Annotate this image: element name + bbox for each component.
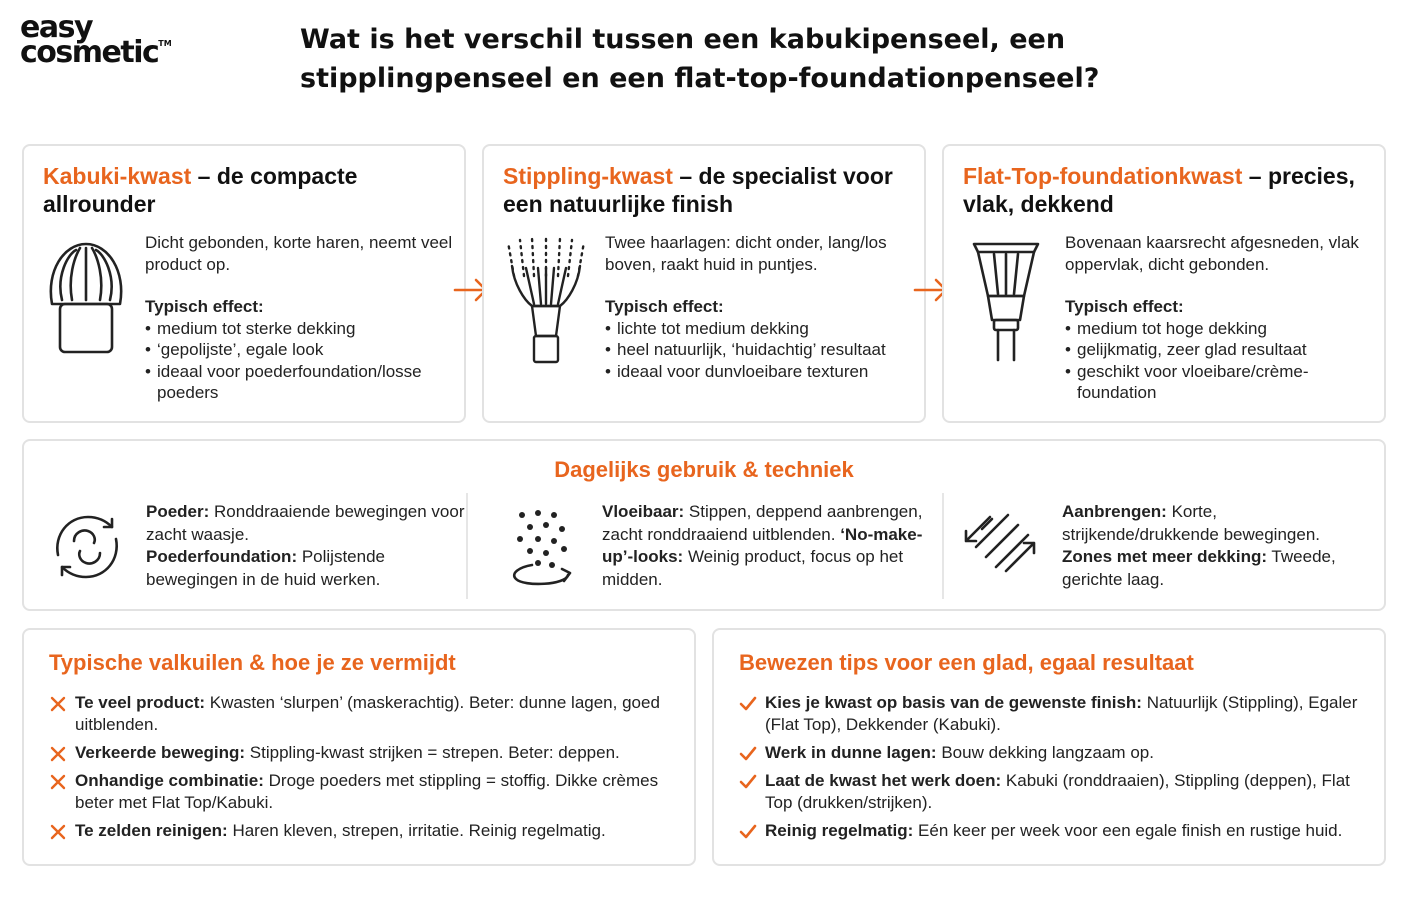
tip-title: Werk in dunne lagen: (765, 743, 937, 762)
tip-item (739, 770, 1369, 814)
pitfall-title: Te zelden reinigen: (75, 821, 228, 840)
brush-card-kabuki (22, 144, 466, 423)
kabuki-brush-icon (44, 236, 128, 366)
pitfall-text: Haren kleven, strepen, irritatie. Reinig regelmatig. (227, 821, 606, 840)
tip-text: Kabuki (ronddraaien), Stippling (deppen), Flat Top (drukken/strijken). (765, 771, 1350, 812)
daily-detail: Tweede, gerichte laag. (1062, 547, 1336, 589)
brush-subtitle: – de specialist voor een natuurlijke finish (503, 163, 893, 217)
tip-text: Bouw dekking langzaam op. (936, 743, 1154, 762)
effect-item: • medium tot hoge dekking (1065, 318, 1375, 340)
tips-list (739, 692, 1369, 848)
tip-item (739, 692, 1369, 736)
pitfalls-section (22, 628, 696, 866)
pitfall-text: Kwasten ‘slurpen’ (maskerachtig). Beter: dunne lagen, goed uitblenden. (75, 693, 660, 734)
daily-term: Poeder: (146, 502, 210, 521)
tip-title: Laat de kwast het werk doen: (765, 771, 1002, 790)
effect-item: • ideaal voor dunvloeibare texturen (605, 361, 915, 383)
daily-text (1062, 501, 1362, 591)
tip-text: Natuurlijk (Stippling), Egaler (Flat Top), Dekkender (Kabuki). (765, 693, 1358, 734)
tips-section (712, 628, 1386, 866)
pitfall-text: Stippling-kwast strijken = strepen. Beter: deppen. (245, 743, 620, 762)
effect-item: • geschikt voor vloeibare/crème-foundation (1065, 361, 1375, 404)
column-divider (466, 493, 468, 599)
brush-details (1065, 232, 1375, 404)
effect-item: • gelijkmatig, zeer glad resultaat (1065, 339, 1375, 361)
cross-icon (49, 694, 67, 712)
brush-description: Dicht gebonden, korte haren, neemt veel product op. (145, 233, 453, 274)
brush-name: Flat-Top-foundationkwast (963, 163, 1243, 189)
check-icon (739, 772, 757, 790)
logo-trademark: TM (158, 38, 172, 48)
daily-detail: Korte, strijkende/drukkende bewegingen. (1062, 502, 1321, 544)
effect-item: • medium tot sterke dekking (145, 318, 455, 340)
daily-term: ‘No-make-up’-looks: (602, 524, 923, 566)
pitfall-title: Te veel product: (75, 693, 206, 712)
effect-list (145, 318, 455, 404)
daily-detail: Stippen, deppend aanbrengen, zacht ronddraaiend uitblenden. (602, 502, 923, 544)
daily-detail: Polijstende bewegingen in de huid werken. (146, 547, 385, 589)
brush-subtitle: – de compacte allrounder (43, 163, 358, 217)
effect-item: • ‘gepolijste’, egale look (145, 339, 455, 361)
check-icon (739, 822, 757, 840)
brush-card-stippling (482, 144, 926, 423)
tip-title: Reinig regelmatig: (765, 821, 914, 840)
pitfall-title: Verkeerde beweging: (75, 743, 246, 762)
effect-label: Typisch effect: (1065, 297, 1184, 316)
brush-details (145, 232, 455, 404)
tip-title: Kies je kwast op basis van de gewenste finish: (765, 693, 1142, 712)
column-divider (942, 493, 944, 599)
brush-name: Kabuki-kwast (43, 163, 192, 189)
pitfalls-list (49, 692, 679, 848)
effect-list (605, 318, 915, 383)
cross-icon (49, 822, 67, 840)
brush-title (963, 162, 1373, 218)
daily-use-section (22, 439, 1386, 611)
tip-item (739, 820, 1369, 842)
effect-item: • lichte tot medium dekking (605, 318, 915, 340)
daily-term: Zones met meer dekking: (1062, 547, 1268, 566)
daily-term: Aanbrengen: (1062, 502, 1167, 521)
check-icon (739, 694, 757, 712)
brand-logo (20, 10, 172, 70)
page-title: Wat is het verschil tussen een kabukipenseel, een stipplingpenseel en een flat-top-foundationpenseel? (300, 24, 1100, 94)
pitfall-item (49, 820, 679, 842)
section-title: Dagelijks gebruik & techniek (554, 457, 854, 482)
brush-card-flat-top (942, 144, 1386, 423)
brush-description: Twee haarlagen: dicht onder, lang/los boven, raakt huid in puntjes. (605, 233, 887, 274)
tip-text: Eén keer per week voor een egale finish en rustige huid. (913, 821, 1343, 840)
effect-list (1065, 318, 1375, 404)
stippling-brush-icon (504, 236, 588, 366)
daily-text (146, 501, 466, 591)
effect-label: Typisch effect: (145, 297, 264, 316)
effect-item: • ideaal voor poederfoundation/losse poeders (145, 361, 455, 404)
brush-title (503, 162, 913, 218)
circular-motion-icon (48, 505, 126, 589)
daily-detail: Ronddraaiende bewegingen voor zacht waasje. (146, 502, 465, 544)
daily-detail: Weinig product, focus op het midden. (602, 547, 904, 589)
flat-top-brush-icon (964, 236, 1048, 366)
effect-label: Typisch effect: (605, 297, 724, 316)
brush-title (43, 162, 453, 218)
daily-text (602, 501, 938, 591)
effect-item: • heel natuurlijk, ‘huidachtig’ resultaat (605, 339, 915, 361)
check-icon (739, 744, 757, 762)
cross-icon (49, 772, 67, 790)
daily-term: Poederfoundation: (146, 547, 298, 566)
brush-details (605, 232, 915, 382)
section-title: Typische valkuilen & hoe je ze vermijdt (49, 650, 456, 675)
brush-description: Bovenaan kaarsrecht afgesneden, vlak oppervlak, dicht gebonden. (1065, 233, 1359, 274)
pitfall-item (49, 692, 679, 736)
dabbing-dots-icon (508, 505, 586, 589)
pitfall-item (49, 770, 679, 814)
section-title: Bewezen tips voor een glad, egaal resultaat (739, 650, 1194, 675)
pitfall-title: Onhandige combinatie: (75, 771, 264, 790)
daily-term: Vloeibaar: (602, 502, 685, 521)
logo-line-1: easy (20, 10, 93, 45)
brush-subtitle: – precies, vlak, dekkend (963, 163, 1355, 217)
cross-icon (49, 744, 67, 762)
logo-line-2: cosmetic (20, 34, 159, 70)
brush-name: Stippling-kwast (503, 163, 673, 189)
pitfall-item (49, 742, 679, 764)
tip-item (739, 742, 1369, 764)
diagonal-strokes-icon (962, 505, 1040, 589)
pitfall-text: Droge poeders met stippling = stoffig. Dikke crèmes beter met Flat Top/Kabuki. (75, 771, 659, 812)
